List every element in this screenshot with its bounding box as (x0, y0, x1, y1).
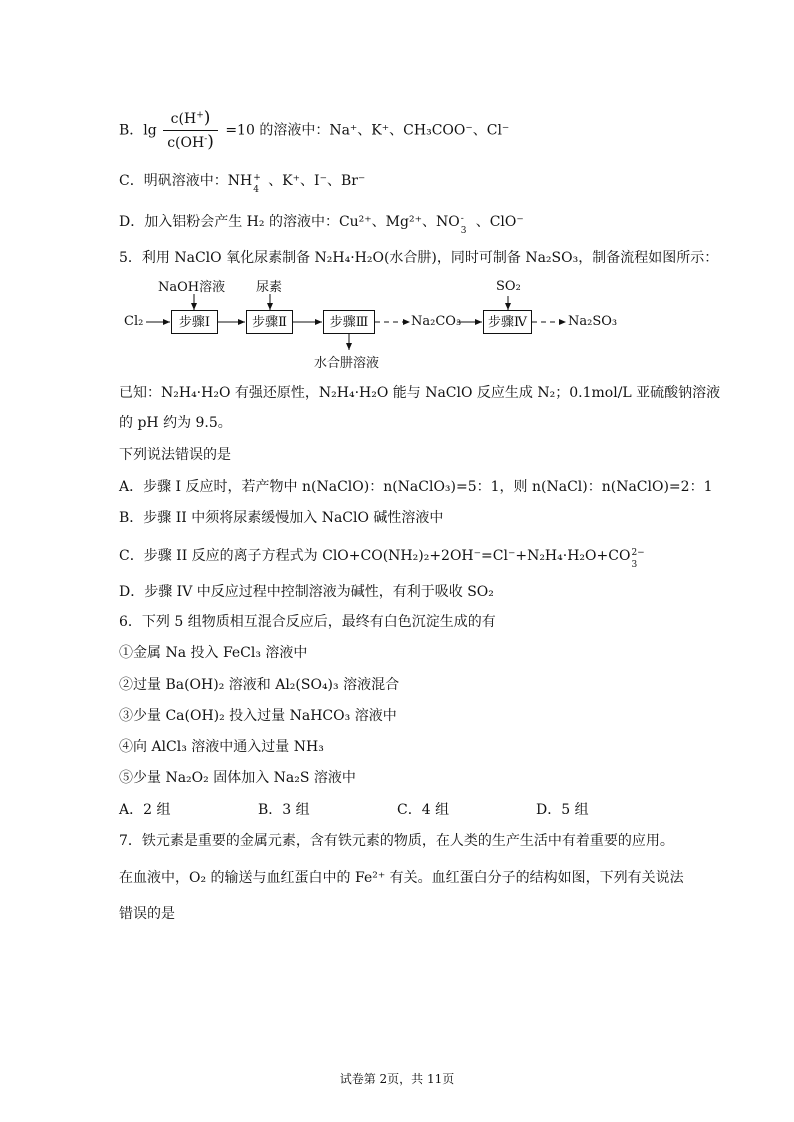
flow-na2co3: Na₂CO₃ (411, 314, 462, 329)
fraction-numerator: c(H+) (163, 108, 218, 131)
flow-step4-box: 步骤Ⅳ (483, 310, 532, 334)
q6-stem: 6．下列 5 组物质相互混合反应后，最终有白色沉淀生成的有 (119, 614, 496, 630)
q5-stem: 5．利用 NaClO 氧化尿素制备 N₂H₄·H₂O(水合肼)，同时可制备 Na₂SO₃，制备流程如图所示： (119, 250, 719, 266)
q5-known-line2: 的 pH 约为 9.5。 (119, 415, 232, 431)
page-footer: 试卷第 2页，共 11页 (339, 1072, 455, 1086)
flow-na2so3: Na₂SO₃ (568, 314, 618, 329)
flow-so2: SO₂ (496, 279, 521, 294)
flow-hydrazine: 水合肼溶液 (314, 356, 380, 371)
flow-step2-box: 步骤Ⅱ (246, 310, 293, 334)
q5-option-b: B．步骤 II 中须将尿素缓慢加入 NaClO 碱性溶液中 (119, 510, 444, 526)
q7-line3: 错误的是 (119, 906, 175, 922)
flow-step1-box: 步骤Ⅰ (171, 310, 218, 334)
nitrate-ion: NO - 3 (435, 214, 467, 236)
q7-line1: 7．铁元素是重要的金属元素，含有铁元素的物质，在人类的生产生活中有着重要的应用。 (119, 833, 674, 849)
q6-option-d: D．5 组 (536, 802, 589, 818)
ammonium-ion: NH + 4 (227, 173, 261, 195)
q6-item: ⑤少量 Na₂O₂ 固体加入 Na₂S 溶液中 (119, 770, 356, 786)
flow-arrows (0, 0, 794, 380)
q4-option-d: D．加入铝粉会产生 H₂ 的溶液中：Cu²⁺、Mg²⁺、NO - 3 、ClO⁻ (119, 214, 524, 236)
q6-item: ③少量 Ca(OH)₂ 投入过量 NaHCO₃ 溶液中 (119, 708, 397, 724)
q6-option-a: A．2 组 (119, 802, 171, 818)
q5-option-d: D．步骤 IV 中反应过程中控制溶液为碱性，有利于吸收 SO₂ (119, 584, 494, 600)
q5-question: 下列说法错误的是 (119, 447, 231, 463)
q4-option-c: C．明矾溶液中：NH + 4 、K⁺、I⁻、Br⁻ (119, 173, 366, 195)
fraction-denominator: c(OH-) (167, 132, 214, 152)
flow-step3-box: 步骤Ⅲ (323, 310, 375, 334)
carbonate-charge: 2− 3 (631, 548, 645, 570)
q4-option-b-label: B．lg (119, 122, 157, 139)
q6-item: ④向 AlCl₃ 溶液中通入过量 NH₃ (119, 739, 324, 755)
q6-option-b: B．3 组 (258, 802, 310, 818)
flow-cl2: Cl₂ (124, 314, 144, 329)
q6-item: ①金属 Na 投入 FeCl₃ 溶液中 (119, 645, 308, 661)
q4-option-c-text: C．明矾溶液中： (119, 173, 228, 189)
flow-urea: 尿素 (256, 280, 283, 295)
flow-naoh: NaOH溶液 (158, 280, 226, 295)
q5-known-line1: 已知：N₂H₄·H₂O 有强还原性，N₂H₄·H₂O 能与 NaClO 反应生成 N₂；0.1mol/L 亚硫酸钠溶液 (119, 385, 721, 401)
q6-option-c: C．4 组 (397, 802, 450, 818)
q4-option-b-text: =10 的溶液中：Na⁺、K⁺、CH₃COO⁻、Cl⁻ (225, 122, 510, 139)
q5-option-a: A．步骤 I 反应时，若产物中 n(NaClO)：n(NaClO₃)=5：1，则 n(NaCl)：n(NaClO)=2：1 (119, 479, 713, 495)
q7-line2: 在血液中，O₂ 的输送与血红蛋白中的 Fe²⁺ 有关。血红蛋白分子的结构如图，下列有关说法 (119, 870, 684, 886)
q5-option-c: C．步骤 II 反应的离子方程式为 ClO+CO(NH₂)₂+2OH⁻=Cl⁻+N₂H₄·H₂O+CO 2− 3 (119, 545, 650, 566)
q6-item: ②过量 Ba(OH)₂ 溶液和 Al₂(SO₄)₃ 溶液混合 (119, 677, 400, 693)
q4-option-d-text: D．加入铝粉会产生 H₂ 的溶液中：Cu²⁺、Mg²⁺、 (119, 214, 436, 230)
